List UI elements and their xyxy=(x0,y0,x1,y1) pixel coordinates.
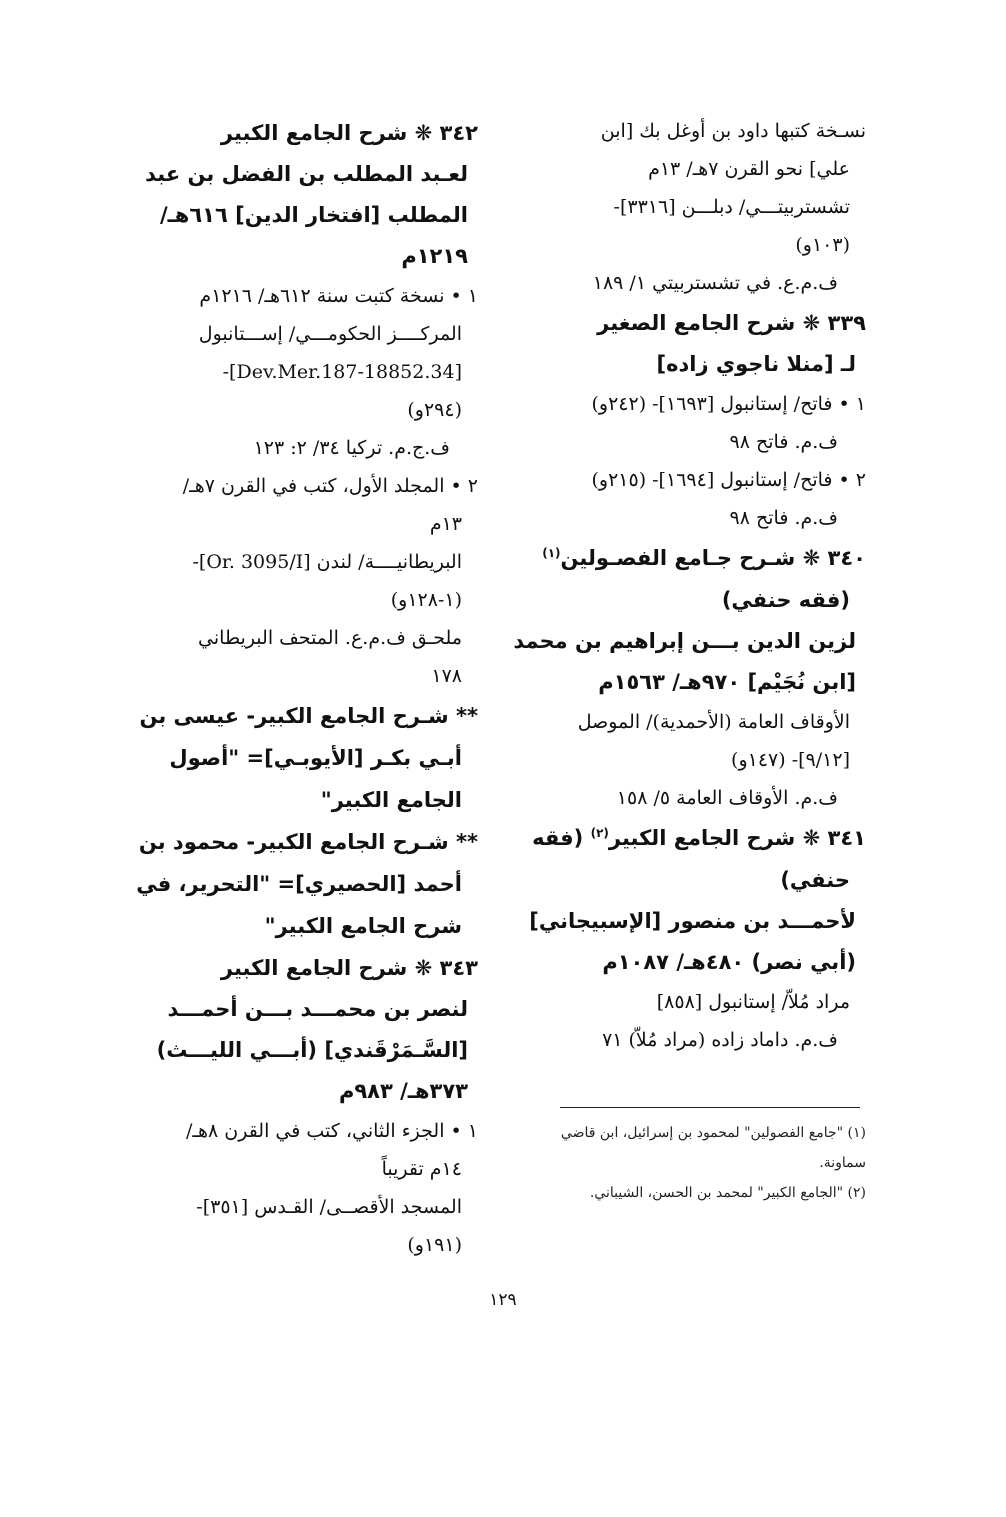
footnote-line: (١) "جامع الفصولين" لمحمود بن إسرائيل، ابن قاضي xyxy=(560,1125,866,1141)
line-text: لعـبد المطلب بن الفضل بن عبد xyxy=(145,162,468,186)
line-text: البريطانيــــة/ لندن [Or. 3095/I]- xyxy=(192,551,462,573)
line-text: ٣٣٩ ❋ شرح الجامع الصغير xyxy=(597,311,866,335)
entry-line xyxy=(528,423,866,461)
entry-line xyxy=(528,226,866,264)
entry-line xyxy=(138,581,478,619)
left-column xyxy=(138,112,478,1264)
entry-line xyxy=(528,1021,866,1059)
entry-heading xyxy=(528,579,866,621)
entry-line xyxy=(138,277,478,315)
line-text: المطلب [افتخار الدين] ٦١٦هـ/ xyxy=(159,203,468,227)
entry-line xyxy=(138,315,478,353)
line-text: ** شـرح الجامع الكبير- عيسى بن xyxy=(139,704,478,728)
line-text: المسجد الأقصــى/ القـدس [٣٥١]- xyxy=(196,1196,462,1218)
entry-heading xyxy=(138,112,478,154)
entry-heading xyxy=(528,302,866,344)
entry-line xyxy=(138,1226,478,1264)
entry-author xyxy=(138,236,478,277)
line-text: لـ [منلا ناجوي زاده] xyxy=(656,352,856,376)
line-text: ١ • فاتح/ إستانبول [١٦٩٣]- (٢٤٢و) xyxy=(591,393,866,415)
entry-line xyxy=(138,1188,478,1226)
line-text: ٣٤٠ ❋ شـرح جـامع الفصـولين xyxy=(560,546,866,570)
entry-author xyxy=(528,662,866,703)
entry-heading xyxy=(138,863,478,905)
entry-heading xyxy=(138,905,478,947)
entry-line xyxy=(528,150,866,188)
line-text: (فقه حنفي) xyxy=(721,588,850,612)
line-text: المركــــز الحكومـــي/ إســـتانبول xyxy=(198,323,462,345)
entry-line xyxy=(138,619,478,657)
line-text: لأحمـــد بن منصور [الإسبيجاني] xyxy=(529,909,856,933)
entry-author xyxy=(138,1030,478,1071)
line-text: (١٩١و) xyxy=(407,1234,462,1256)
entry-line xyxy=(528,779,866,817)
entry-heading xyxy=(528,859,866,901)
entry-line xyxy=(138,391,478,429)
line-text: (١٠٣و) xyxy=(795,234,850,256)
entry-line xyxy=(528,703,866,741)
footnote-marker: (١) xyxy=(542,546,561,560)
footnote-divider xyxy=(560,1107,860,1108)
line-text: تشستربيتـــي/ دبلـــن [٣٣١٦]- xyxy=(613,196,850,218)
line-text: ١٤م تقريباً xyxy=(381,1158,462,1180)
line-text: ١ • نسخة كتبت سنة ٦١٢هـ/ ١٢١٦م xyxy=(199,285,478,307)
line-text: ٢ • المجلد الأول، كتب في القرن ٧هـ/ xyxy=(182,475,478,497)
entry-line xyxy=(138,505,478,543)
entry-line xyxy=(138,543,478,581)
line-text: الجامع الكبير" xyxy=(320,788,462,812)
entry-line xyxy=(528,499,866,537)
entry-author xyxy=(513,621,866,662)
line-text: ٢ • فاتح/ إستانبول [١٦٩٤]- (٢١٥و) xyxy=(591,469,866,491)
line-text: (١-١٢٨و) xyxy=(390,589,462,611)
entry-line xyxy=(138,467,478,505)
line-text: نسـخة كتبها داود بن أوغل بك [ابن xyxy=(600,120,866,142)
line-text: حنفي) xyxy=(780,868,850,892)
line-text: علي] نحو القرن ٧هـ/ ١٣م xyxy=(648,158,850,180)
entry-line xyxy=(528,983,866,1021)
line-text: ١ • الجزء الثاني، كتب في القرن ٨هـ/ xyxy=(186,1120,478,1142)
entry-line xyxy=(138,1150,478,1188)
entry-author xyxy=(138,154,478,195)
entry-line xyxy=(528,112,866,150)
line-text: ** شـرح الجامع الكبير- محمود بن xyxy=(138,830,478,854)
entry-heading xyxy=(138,947,478,989)
line-text: ف.م.ع. في تشستربيتي ١/ ١٨٩ xyxy=(592,272,838,294)
line-text: لنصر بن محمـــد بـــن أحمـــد xyxy=(167,997,468,1021)
right-column xyxy=(513,112,866,1059)
line-text: (٢٩٤و) xyxy=(407,399,462,421)
line-text: ف.ج.م. تركيا ٣٤/ ٢: ١٢٣ xyxy=(253,437,450,459)
page-number: ١٢٩ xyxy=(489,1290,517,1310)
line-text: ف.م. فاتح ٩٨ xyxy=(729,507,838,529)
line-text: الأوقاف العامة (الأحمدية)/ الموصل xyxy=(577,711,850,733)
entry-line xyxy=(138,353,478,391)
entry-author xyxy=(528,901,866,942)
line-text-continued: (فقه xyxy=(532,826,591,850)
line-text: ملحـق ف.م.ع. المتحف البريطاني xyxy=(198,627,462,649)
entry-line xyxy=(528,385,866,423)
line-text: ٣٤٣ ❋ شرح الجامع الكبير xyxy=(220,956,478,980)
footnote-marker: (٢) xyxy=(590,826,609,840)
line-text: لزين الدين بـــن إبراهيم بن محمد xyxy=(513,629,856,653)
line-text: أحمد [الحصيري]= "التحرير، في xyxy=(136,872,462,896)
footnote-line: سماونة. xyxy=(819,1155,866,1171)
footnotes xyxy=(530,1118,866,1208)
line-text: شرح الجامع الكبير" xyxy=(264,914,462,938)
line-text: [ابن نُجَيْم] ٩٧٠هـ/ ١٥٦٣م xyxy=(598,670,856,694)
entry-heading xyxy=(138,737,478,779)
entry-author xyxy=(528,344,866,385)
entry-author xyxy=(138,989,478,1030)
entry-line xyxy=(528,264,866,302)
line-text: (أبي نصر) ٤٨٠هـ/ ١٠٨٧م xyxy=(602,950,856,974)
entry-author xyxy=(138,195,478,236)
entry-heading xyxy=(138,821,478,863)
line-text: [السَّـمَرْقَندي] (أبـــي الليـــث) xyxy=(156,1038,468,1062)
entry-author xyxy=(138,1071,478,1112)
entry-line xyxy=(528,461,866,499)
entry-line xyxy=(528,741,866,779)
entry-line xyxy=(138,1112,478,1150)
line-text: أبـي بكـر [الأيوبـي]= "أصول xyxy=(169,746,462,770)
entry-line xyxy=(138,429,478,467)
line-text: ف.م. الأوقاف العامة ٥/ ١٥٨ xyxy=(616,787,838,809)
entry-author xyxy=(528,942,866,983)
line-text: [34.Dev.Mer.187-18852]- xyxy=(222,361,462,383)
entry-heading xyxy=(528,537,866,579)
entry-heading xyxy=(138,779,478,821)
line-text: ف.م. فاتح ٩٨ xyxy=(729,431,838,453)
line-text: ١٢١٩م xyxy=(401,244,468,268)
footnote-line: (٢) "الجامع الكبير" لمحمد بن الحسن، الشيباني. xyxy=(589,1185,866,1201)
line-text: [٩/١٢]- (١٤٧و) xyxy=(731,749,850,771)
entry-line xyxy=(138,657,478,695)
entry-line xyxy=(528,188,866,226)
line-text: مراد مُلاّ/ إستانبول [٨٥٨] xyxy=(656,991,850,1013)
entry-heading xyxy=(138,695,478,737)
line-text: ٣٤٢ ❋ شرح الجامع الكبير xyxy=(220,121,478,145)
entry-heading xyxy=(528,817,866,859)
line-text: ٣٤١ ❋ شرح الجامع الكبير xyxy=(608,826,866,850)
line-text: ف.م. داماد زاده (مراد مُلاّ) ٧١ xyxy=(602,1029,838,1051)
line-text: ١٣م xyxy=(429,513,462,535)
line-text: ٣٧٣هـ/ ٩٨٣م xyxy=(338,1079,468,1103)
line-text: ١٧٨ xyxy=(431,665,462,687)
